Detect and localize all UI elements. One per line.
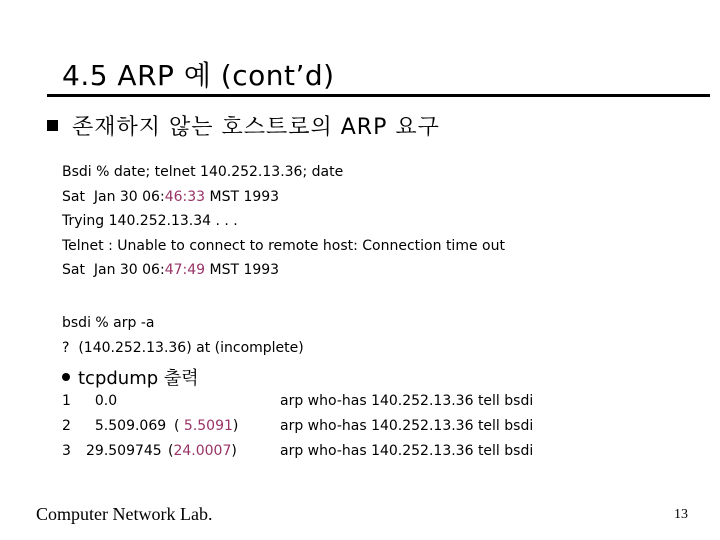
- title-underline: [47, 94, 710, 97]
- tcpdump-label: tcpdump 출력: [78, 368, 199, 389]
- tcpdump-bullet: [62, 364, 199, 390]
- dot-bullet-icon: [62, 373, 70, 381]
- output-text: Telnet : Unable to connect to remote host: Connection time out: [62, 237, 505, 254]
- output-line: [62, 336, 304, 361]
- tcpdump-row-time: 5.509.069: [86, 418, 167, 434]
- output-line: [62, 160, 505, 185]
- main-bullet: [47, 110, 440, 141]
- tcpdump-row: [62, 415, 582, 440]
- output-text: Sat Jan 30 06:: [62, 262, 165, 278]
- tcpdump-row: [62, 390, 582, 415]
- highlighted-time: 46:33: [164, 188, 206, 205]
- output-text: bsdi % arp -a: [62, 315, 155, 331]
- slide-title: 4.5 ARP 예 (cont’d): [62, 59, 335, 92]
- tcpdump-row: [62, 440, 582, 465]
- tcpdump-row-delta: (24.0007): [168, 443, 237, 459]
- output-text: Trying 140.252.13.34 . . .: [62, 213, 238, 229]
- tcpdump-row-arp: arp who-has 140.252.13.36 tell bsdi: [280, 418, 534, 434]
- tcpdump-row-delta: ( 5.5091): [174, 418, 239, 434]
- output-text: MST 1993: [205, 188, 280, 205]
- output-line: [62, 234, 505, 259]
- highlighted-time: 47:49: [164, 262, 206, 278]
- output-line: [62, 185, 505, 210]
- main-bullet-text: 존재하지 않는 호스트로의 ARP 요구: [72, 115, 440, 140]
- tcpdump-row-time: 29.509745: [86, 443, 162, 459]
- tcpdump-row-arp: arp who-has 140.252.13.36 tell bsdi: [280, 443, 534, 459]
- tcpdump-row-number: 2: [62, 418, 71, 434]
- tcpdump-table: [62, 390, 582, 465]
- output-text: ? (140.252.13.36) at (incomplete): [62, 339, 304, 356]
- arp-command-output: [62, 311, 304, 360]
- tcpdump-row-time: 0.0: [86, 393, 118, 409]
- output-text: Bsdi % date; telnet 140.252.13.36; date: [62, 164, 344, 180]
- tcpdump-row-number: 1: [62, 393, 71, 409]
- output-line: [62, 311, 304, 336]
- page-number: 13: [674, 507, 688, 522]
- footer-lab-name: Computer Network Lab.: [36, 504, 213, 524]
- telnet-session-output: [62, 160, 505, 283]
- tcpdump-row-number: 3: [62, 443, 71, 459]
- output-line: [62, 258, 505, 283]
- tcpdump-row-arp: arp who-has 140.252.13.36 tell bsdi: [280, 393, 534, 409]
- square-bullet-icon: [47, 120, 58, 131]
- output-line: [62, 209, 505, 234]
- output-text: MST 1993: [205, 262, 280, 278]
- output-text: Sat Jan 30 06:: [62, 188, 165, 205]
